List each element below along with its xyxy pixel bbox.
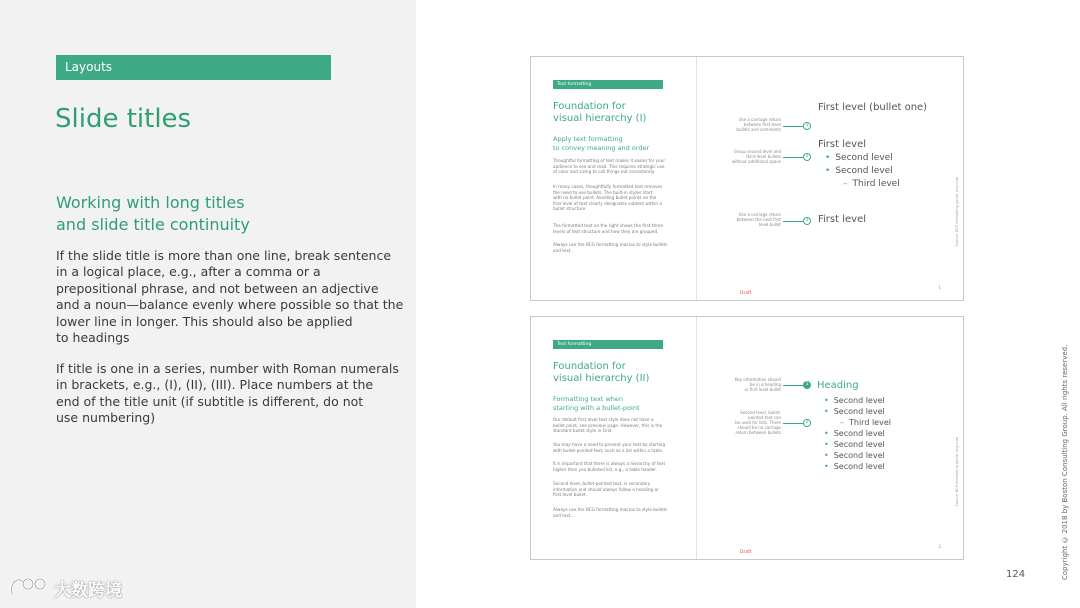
thumbnail-body-line: of color and sizing to call things out consistently. (553, 169, 656, 175)
copyright-notice: Copyright © 2018 by Boston Consulting Group. All rights reserved. (1061, 344, 1069, 580)
thumbnail-divider (696, 57, 697, 300)
paragraph-line: in brackets, e.g., (I), (II), (III). Place numbers at the (56, 377, 374, 393)
thumbnail-page-number: 1 (938, 285, 941, 290)
thumbnail-body-line: and text. (553, 247, 572, 253)
annotation-marker: 1 (803, 381, 811, 389)
thumbnail-body-line: higher than you bulleted list, e.g., a table header. (553, 466, 657, 472)
bullet-icon: • (825, 166, 831, 176)
level-second (824, 462, 885, 471)
thumbnail-body-para (553, 158, 688, 175)
thumbnail-title-line: visual hierarchy (II) (553, 373, 650, 384)
thumbnail-body-line: Thoughtful formatting of text makes it easier for your (553, 158, 666, 163)
thumbnail-title (553, 101, 646, 125)
thumbnail-subtitle-line: to convey meaning and order (553, 143, 650, 152)
annotation-connector (783, 385, 803, 386)
annotation-connector (783, 221, 803, 222)
thumbnail-title (553, 361, 649, 385)
thumbnail-body-para (553, 242, 688, 253)
annotation-line: be in a heading (749, 382, 781, 387)
page-title: Slide titles (55, 104, 192, 134)
thumbnail-body-para (553, 461, 688, 472)
level-text: Third level (849, 418, 891, 427)
thumbnail-tab: Text formatting (553, 80, 663, 89)
draft-label: Draft (740, 550, 752, 555)
thumbnail-subtitle (553, 135, 649, 152)
bullet-icon: • (825, 153, 831, 163)
annotation-line: bullets and comments (736, 127, 781, 132)
watermark (8, 572, 148, 602)
thumbnail-body-line: information and should always follow a heading or (553, 486, 659, 492)
thumbnail-body-line: audience to see and read. This requires strategic use (553, 163, 665, 169)
thumbnail-body-line: and text. (553, 512, 572, 518)
thumbnail-body-para (553, 223, 688, 234)
annotation-marker: 3 (803, 217, 811, 225)
page-number: 124 (1006, 569, 1026, 580)
annotation-marker: 2 (803, 153, 811, 161)
bullet-icon: • (824, 462, 829, 471)
thumbnail-body-line: The formatted text on the right shows the first three (553, 223, 663, 228)
annotation-line: between the next first (736, 217, 781, 222)
annotation-connector (783, 126, 803, 127)
level-text: Second level (833, 462, 885, 471)
watermark-text: 大数跨境 (54, 581, 122, 601)
thumbnail-body-line: the need to use bullets. The built-in styles start (553, 189, 653, 195)
paragraph-line: in a logical place, e.g., after a comma or a (56, 264, 321, 280)
draft-label: Draft (740, 291, 752, 296)
subheading-line: and slide title continuity (56, 215, 250, 234)
thumbnail-body-line: standard bullet style in Grid. (553, 428, 613, 434)
thumbnail-body-line: Second level, bullet-pointed text, is secondary (553, 481, 651, 486)
annotation-line: level bullet (758, 222, 781, 227)
level-first: First level (818, 139, 867, 150)
paragraph-line: to headings (56, 330, 130, 346)
thumbnail-body-line: first level of text clearly designates subtext within a (553, 200, 662, 206)
level-second (825, 153, 893, 163)
thumbnail-tab: Text formatting (553, 340, 663, 349)
annotation-marker: 1 (803, 122, 811, 130)
slide-thumbnail-1 (530, 56, 964, 301)
annotation-line: Group second level and (733, 149, 781, 154)
left-panel (0, 0, 416, 608)
annotation-connector (783, 423, 803, 424)
paragraph-line: and a noun—balance evenly where possible so that the (56, 297, 404, 313)
paragraph-line: If title is one in a series, number with Roman numerals (56, 361, 399, 376)
level-text: Second level (833, 396, 885, 405)
subheading-line: Working with long titles (56, 193, 245, 212)
thumbnail-body-line: bullet point, see previous page. However, this is the (553, 422, 663, 428)
annotation-line: Use a carriage return (738, 212, 781, 217)
annotation-line: pointed text can (748, 415, 781, 420)
bullet-icon: • (824, 407, 829, 416)
level-text: Second level (833, 440, 885, 449)
annotation-connector (783, 157, 803, 158)
level-text: Second level (833, 407, 885, 416)
thumbnail-body-line: first level bullet. (553, 492, 587, 498)
level-text: Third level (852, 179, 900, 189)
bullet-icon: • (824, 429, 829, 438)
thumbnail-body-line: with no bullet point. Avoiding bullet points on the (553, 195, 657, 201)
thumbnail-body-para (553, 481, 688, 498)
level-second (824, 396, 885, 405)
paragraph-line-breaks (56, 248, 404, 346)
thumbnail-body-line: bullet structure. (553, 206, 587, 212)
thumbnail-divider (696, 317, 697, 559)
thumbnail-body-line: Always use the BCG formatting macros to style bullets (553, 242, 668, 247)
level-first: First level (818, 214, 867, 225)
level-third (843, 179, 900, 189)
annotation-line: third level bullets (746, 154, 781, 159)
level-heading: Heading (817, 380, 859, 391)
level-text: Second level (833, 429, 885, 438)
thumbnail-body-line: with bullet-pointed text, such as a list within a table. (553, 447, 664, 453)
annotation-note (721, 117, 781, 132)
thumbnail-body-line: levels of text structure and how they are grouped. (553, 228, 659, 234)
thumbnail-title-line: Foundation for (553, 101, 626, 112)
annotation-note (721, 410, 781, 435)
annotation-line: should be no carriage (737, 425, 781, 430)
section-tag: Layouts (56, 55, 331, 80)
level-second (825, 166, 893, 176)
level-third (840, 418, 891, 427)
thumbnail-title-line: visual hierarchy (I) (553, 113, 647, 124)
subheading (56, 192, 396, 236)
bullet-icon: • (824, 440, 829, 449)
thumbnail-subtitle-line: starting with a bullet-point (553, 403, 640, 412)
annotation-line: return between bullets (735, 430, 781, 435)
level-second (824, 429, 885, 438)
annotation-line: Key information should (734, 377, 781, 382)
thumbnail-body-para (553, 442, 688, 453)
thumbnail-body-line: It is important that there is always a hierarchy of text (553, 461, 666, 466)
annotation-marker: 2 (803, 419, 811, 427)
annotation-line: between first level (743, 122, 781, 127)
annotation-line: Use a carriage return (738, 117, 781, 122)
level-text: Second level (833, 451, 885, 460)
paragraph-line: use numbering) (56, 410, 156, 426)
dash-icon: – (840, 418, 844, 427)
thumbnail-subtitle-line: Formatting text when (553, 395, 624, 403)
thumbnail-title-line: Foundation for (553, 361, 626, 372)
level-text: Second level (835, 166, 893, 176)
paragraph-numbering (56, 361, 401, 427)
level-second (824, 451, 885, 460)
thumbnail-body-para (553, 184, 688, 212)
annotation-line: be used for lists. There (735, 420, 781, 425)
thumbnail-body-line: Our default first level text style does not have a (553, 417, 654, 422)
paragraph-line: If the slide title is more than one line, break sentence (56, 248, 392, 263)
level-second (824, 440, 885, 449)
slide-thumbnail-2 (530, 316, 964, 560)
thumbnail-side-text: Source: BCG formatting guide; bcg.com (955, 177, 959, 247)
thumbnail-body-line: Always use the BCG formatting macros to style bullets (553, 507, 668, 512)
thumbnail-subtitle (553, 395, 640, 412)
level-second (824, 407, 885, 416)
paragraph-line: prepositional phrase, and not between an adjective (56, 280, 379, 296)
thumbnail-page-number: 2 (938, 544, 941, 549)
level-text: Second level (835, 153, 893, 163)
paragraph-line: end of the title unit (if subtitle is different, do not (56, 393, 364, 409)
annotation-note (721, 149, 781, 164)
watermark-logo-icon (8, 574, 50, 598)
annotation-line: Second level, bullet- (740, 410, 781, 415)
thumbnail-body-para (553, 507, 688, 518)
dash-icon: – (843, 179, 848, 189)
thumbnail-body-para (553, 417, 688, 434)
thumbnail-subtitle-line: Apply text formatting (553, 135, 623, 143)
bullet-icon: • (824, 451, 829, 460)
annotation-line: or first level bullet (744, 387, 781, 392)
level-first: First level (bullet one) (818, 102, 928, 113)
bullet-icon: • (824, 396, 829, 405)
annotation-line: without additional space (731, 159, 781, 164)
annotation-note (721, 212, 781, 227)
thumbnail-body-line: In many cases, thoughtfully formatted text removes (553, 184, 663, 189)
thumbnail-body-line: You may have a need to present your text by starting (553, 442, 666, 447)
thumbnail-side-text: Source: BCG formatting guide; bcg.com (955, 437, 959, 507)
annotation-note (721, 377, 781, 392)
paragraph-line: lower line in longer. This should also be applied (56, 313, 353, 329)
